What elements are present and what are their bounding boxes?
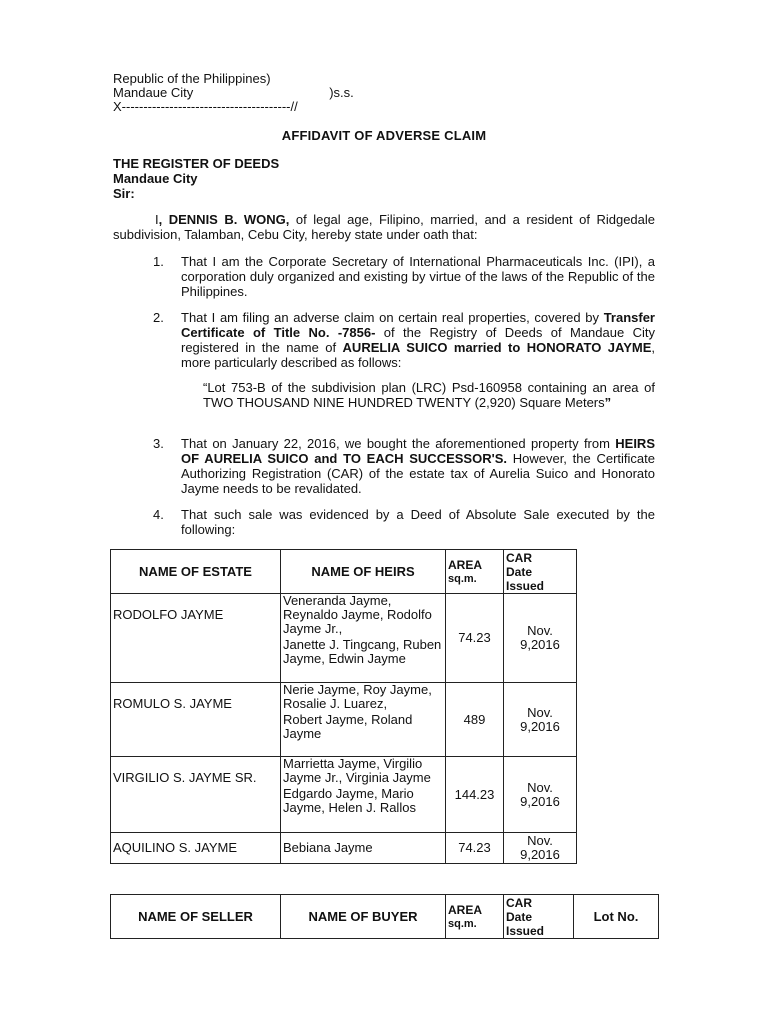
car-label-1: CAR xyxy=(506,895,532,910)
heirs-names: Robert Jayme, Roland Jayme xyxy=(283,712,413,741)
item-number: 3. xyxy=(153,436,164,451)
table-row xyxy=(111,594,577,683)
item-number: 4. xyxy=(153,507,164,522)
addressee-line-3: Sir: xyxy=(113,186,135,201)
item-text: That such sale was evidenced by a Deed of Absolute Sale executed by the following: xyxy=(181,507,655,537)
table-row xyxy=(111,833,577,864)
header-estate: NAME OF ESTATE xyxy=(111,550,281,594)
header-heirs: NAME OF HEIRS xyxy=(281,550,446,594)
intro-post: of legal age, Filipino, married, and a resident of Ridgedale subdivision, Talamban, Cebu City, hereby state under oath that: xyxy=(113,212,655,242)
car-label-3: Issued xyxy=(506,923,545,938)
venue-line-1: Republic of the Philippines) xyxy=(113,71,271,86)
venue-line-3: X---------------------------------------// xyxy=(113,99,298,114)
quote-text: “Lot 753-B of the subdivision plan (LRC) Psd-160958 containing an area of TWO THOUSAND NINE HUNDRED TWENTY (2,920) Square Meters xyxy=(203,380,655,410)
area-unit: sq.m. xyxy=(448,917,477,930)
addressee-line-2: Mandaue City xyxy=(113,171,198,186)
car-date: Nov. 9,2016 xyxy=(504,683,577,757)
addressee-block xyxy=(113,156,279,201)
car-date: Nov. 9,2016 xyxy=(504,757,577,833)
list-item-1 xyxy=(153,254,655,299)
area-value: 74.23 xyxy=(446,833,504,864)
estate-name: VIRGILIO S. JAYME SR. xyxy=(111,757,281,833)
car-date: Nov. 9,2016 xyxy=(504,594,577,683)
heirs-cell xyxy=(281,683,446,757)
header-area xyxy=(446,550,504,594)
quote-end: ” xyxy=(604,395,612,410)
sellers-name: HEIRS OF AURELIA SUICO and TO EACH SUCCESSOR'S. xyxy=(181,436,655,466)
heirs-names: Bebiana Jayme xyxy=(283,840,373,855)
area-value: 489 xyxy=(446,683,504,757)
estate-name: RODOLFO JAYME xyxy=(111,594,281,683)
heirs-names: Janette J. Tingcang, Ruben Jayme, Edwin Jayme xyxy=(283,637,442,666)
header-buyer: NAME OF BUYER xyxy=(281,895,446,939)
area-value: 74.23 xyxy=(446,594,504,683)
intro-paragraph xyxy=(113,212,655,242)
venue-city: Mandaue City xyxy=(113,85,194,100)
header-car xyxy=(504,550,577,594)
document-title: AFFIDAVIT OF ADVERSE CLAIM xyxy=(281,128,487,143)
car-label-1: CAR xyxy=(506,550,532,565)
sellers-table xyxy=(110,894,659,939)
venue-ss: )s.s. xyxy=(329,85,354,100)
intro-pre: I xyxy=(155,212,159,227)
table-header-row xyxy=(111,895,659,939)
estate-name: ROMULO S. JAYME xyxy=(111,683,281,757)
item-text-part: That on January 22, 2016, we bought the aforementioned property from xyxy=(181,436,616,451)
venue-block xyxy=(113,72,354,114)
car-label-2: Date xyxy=(506,909,533,924)
item-text xyxy=(181,436,655,496)
estates-table xyxy=(110,549,577,864)
heirs-names: Veneranda Jayme, Reynaldo Jayme, Rodolfo Jayme Jr., xyxy=(283,593,432,636)
item-number: 2. xyxy=(153,310,164,325)
venue-line-2 xyxy=(113,86,354,100)
table-row xyxy=(111,757,577,833)
list-item-3 xyxy=(153,436,655,496)
heirs-names: Edgardo Jayme, Mario Jayme, Helen J. Rallos xyxy=(283,786,416,815)
header-area xyxy=(446,895,504,939)
estate-name: AQUILINO S. JAYME xyxy=(111,833,281,864)
addressee-line-1: THE REGISTER OF DEEDS xyxy=(113,156,280,171)
car-label-3: Issued xyxy=(506,578,545,593)
heirs-cell xyxy=(281,833,446,864)
property-description xyxy=(203,380,655,410)
heirs-names: Marrietta Jayme, Virgilio Jayme Jr., Virginia Jayme xyxy=(283,756,431,785)
car-label-2: Date xyxy=(506,564,533,579)
list-item-2 xyxy=(153,310,655,370)
list-item-4 xyxy=(153,507,655,537)
item-text-part: , more particularly described as follows: xyxy=(181,340,655,370)
item-text: That I am the Corporate Secretary of International Pharmaceuticals Inc. (IPI), a corporation duly organized and existing by virtue of the laws of the Republic of the Philippines. xyxy=(181,254,655,299)
header-car xyxy=(504,895,574,939)
header-lot: Lot No. xyxy=(574,895,659,939)
tct-number: Transfer Certificate of Title No. -7856- xyxy=(181,310,655,340)
table-row xyxy=(111,683,577,757)
area-label: AREA xyxy=(448,902,483,917)
header-seller: NAME OF SELLER xyxy=(111,895,281,939)
heirs-names: Nerie Jayme, Roy Jayme, Rosalie J. Luarez, xyxy=(283,682,432,711)
area-unit: sq.m. xyxy=(448,572,477,585)
area-value: 144.23 xyxy=(446,757,504,833)
item-number: 1. xyxy=(153,254,164,269)
table-header-row xyxy=(111,550,577,594)
item-text-part: However, the Certificate Authorizing Registration (CAR) of the estate tax of Aurelia Suico and Honorato Jayme needs to be revalidated. xyxy=(181,451,655,496)
heirs-cell xyxy=(281,757,446,833)
area-label: AREA xyxy=(448,557,483,572)
car-date: Nov. 9,2016 xyxy=(504,833,577,864)
item-text-part: That I am filing an adverse claim on certain real properties, covered by xyxy=(181,310,604,325)
affiant-name: , DENNIS B. WONG, xyxy=(158,212,290,227)
item-text xyxy=(181,310,655,370)
heirs-cell xyxy=(281,594,446,683)
item-text-part: of the Registry of Deeds of Mandaue City registered in the name of xyxy=(181,325,655,355)
registered-owner: AURELIA SUICO married to HONORATO JAYME xyxy=(342,340,652,355)
